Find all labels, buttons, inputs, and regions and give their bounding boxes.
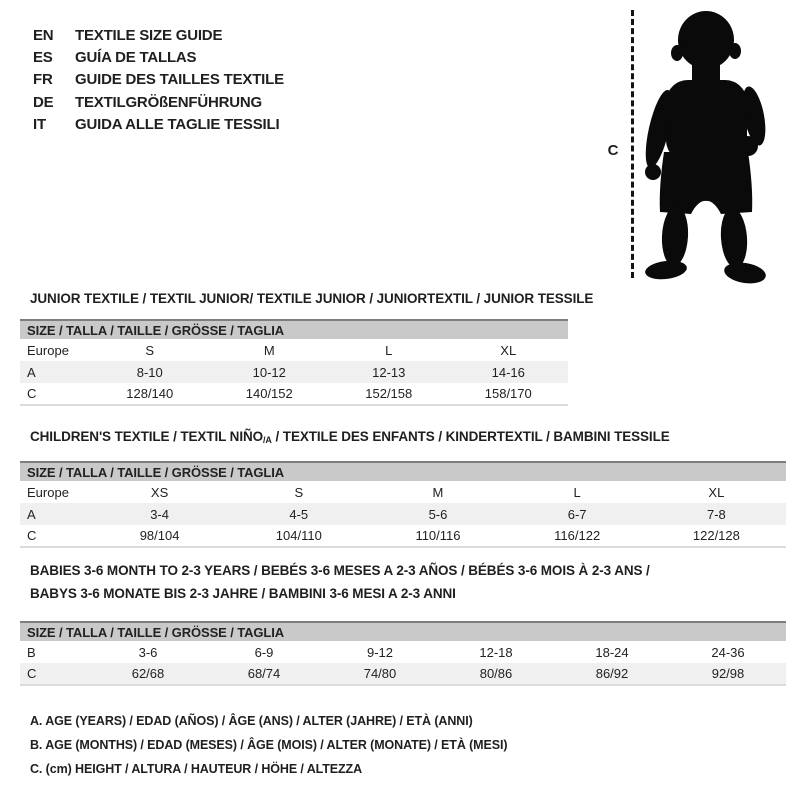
height-measure-dashed-line bbox=[631, 10, 634, 278]
size-value-cell: 128/140 bbox=[126, 386, 174, 401]
row-label-cell: C bbox=[20, 663, 90, 685]
size-value-cell: 6-7 bbox=[508, 503, 647, 525]
language-title-list bbox=[33, 24, 284, 136]
row-label-cell: Europe bbox=[27, 342, 69, 358]
table-row bbox=[20, 339, 568, 361]
size-value-cell: M bbox=[263, 342, 275, 358]
size-value-cell: 152/158 bbox=[365, 386, 413, 401]
size-value-cell: 68/74 bbox=[206, 663, 322, 685]
table-row bbox=[20, 383, 568, 405]
language-code: FR bbox=[33, 71, 53, 89]
size-value-cell: S bbox=[294, 484, 304, 500]
children-title-sub: /A bbox=[263, 435, 272, 445]
size-value-cell: 3-4 bbox=[90, 503, 229, 525]
junior-table-title: JUNIOR TEXTILE / TEXTIL JUNIOR/ TEXTILE JUNIOR / JUNIORTEXTIL / JUNIOR TESSILE bbox=[30, 291, 594, 306]
size-value-cell: XS bbox=[150, 484, 169, 500]
size-value-cell: XL bbox=[500, 342, 517, 358]
size-value-cell: 140/152 bbox=[245, 386, 293, 401]
size-value-cell: L bbox=[385, 342, 393, 358]
language-code: DE bbox=[33, 93, 54, 111]
table-row bbox=[20, 663, 786, 685]
row-label-cell: B bbox=[27, 644, 36, 660]
size-value-cell: 4-5 bbox=[229, 503, 368, 525]
size-value-cell: 116/122 bbox=[554, 528, 601, 543]
size-value-cell: XL bbox=[708, 484, 725, 500]
children-size-table bbox=[20, 461, 786, 548]
size-value-cell: 6-9 bbox=[254, 644, 274, 660]
size-value-cell: 12-18 bbox=[479, 644, 513, 660]
size-value-cell: 9-12 bbox=[366, 644, 394, 660]
row-label-cell: Europe bbox=[27, 484, 69, 500]
babies-title-line1: BABIES 3-6 MONTH TO 2-3 YEARS / BEBÉS 3-6 MESES A 2-3 AÑOS / BÉBÉS 3-6 MOIS À 2-3 ANS / bbox=[30, 563, 650, 578]
size-value-cell: 8-10 bbox=[90, 361, 210, 383]
guide-title: TEXTILE SIZE GUIDE bbox=[75, 26, 223, 44]
table-row bbox=[20, 641, 786, 663]
size-value-cell: 62/68 bbox=[90, 663, 206, 685]
table-row bbox=[20, 361, 568, 383]
language-row bbox=[33, 46, 284, 68]
footnotes bbox=[30, 709, 507, 781]
row-label-cell: C bbox=[27, 386, 37, 401]
size-value-cell: 3-6 bbox=[138, 644, 158, 660]
guide-title: GUÍA DE TALLAS bbox=[75, 49, 197, 67]
children-title-pre: CHILDREN'S TEXTILE / TEXTIL NIÑO bbox=[30, 429, 264, 444]
size-value-cell: 12-13 bbox=[329, 361, 449, 383]
guide-title: GUIDE DES TAILLES TEXTILE bbox=[75, 71, 284, 89]
size-value-cell: 7-8 bbox=[647, 503, 786, 525]
row-label-cell: A bbox=[20, 361, 90, 383]
babies-size-table bbox=[20, 621, 786, 686]
language-row bbox=[33, 114, 284, 136]
size-value-cell: 5-6 bbox=[368, 503, 507, 525]
table-row bbox=[20, 503, 786, 525]
guide-title: TEXTILGRÖßENFÜHRUNG bbox=[75, 93, 263, 111]
size-value-cell: M bbox=[432, 484, 444, 500]
footnote-b: B. AGE (MONTHS) / EDAD (MESES) / ÂGE (MOIS) / ALTER (MONATE) / ETÀ (MESI) bbox=[30, 738, 508, 752]
size-value-cell: 10-12 bbox=[210, 361, 330, 383]
size-value-cell: 18-24 bbox=[595, 644, 629, 660]
language-row bbox=[33, 24, 284, 46]
size-value-cell: 24-36 bbox=[711, 644, 745, 660]
children-table-title bbox=[30, 425, 670, 452]
language-row bbox=[33, 69, 284, 91]
babies-table-title bbox=[30, 559, 650, 605]
size-value-cell: S bbox=[145, 342, 155, 358]
size-value-cell: 158/170 bbox=[484, 386, 532, 401]
toddler-silhouette-image bbox=[642, 4, 770, 288]
size-value-cell: 80/86 bbox=[438, 663, 554, 685]
size-header-bar: SIZE / TALLA / TAILLE / GRÖSSE / TAGLIA bbox=[20, 320, 568, 339]
size-value-cell: 110/116 bbox=[415, 528, 461, 543]
footnote-c: C. (cm) HEIGHT / ALTURA / HAUTEUR / HÖHE / ALTEZZA bbox=[30, 762, 363, 776]
language-row bbox=[33, 91, 284, 113]
language-code: IT bbox=[33, 116, 46, 134]
size-value-cell: 122/128 bbox=[692, 528, 740, 543]
row-label-cell: A bbox=[20, 503, 90, 525]
footnote-a: A. AGE (YEARS) / EDAD (AÑOS) / ÂGE (ANS) / ALTER (JAHRE) / ETÀ (ANNI) bbox=[30, 714, 473, 728]
language-code: ES bbox=[33, 49, 53, 67]
size-header-bar: SIZE / TALLA / TAILLE / GRÖSSE / TAGLIA bbox=[20, 622, 786, 641]
guide-title: GUIDA ALLE TAGLIE TESSILI bbox=[75, 116, 280, 134]
table-row bbox=[20, 481, 786, 503]
size-value-cell: L bbox=[573, 484, 581, 500]
size-value-cell: 98/104 bbox=[139, 528, 180, 543]
size-value-cell: 74/80 bbox=[322, 663, 438, 685]
size-value-cell: 92/98 bbox=[670, 663, 786, 685]
junior-size-table bbox=[20, 319, 568, 406]
language-code: EN bbox=[33, 26, 54, 44]
row-label-cell: C bbox=[27, 528, 37, 543]
size-value-cell: 86/92 bbox=[554, 663, 670, 685]
height-measure-label: C bbox=[607, 142, 619, 159]
babies-title-line2: BABYS 3-6 MONATE BIS 2-3 JAHRE / BAMBINI 3-6 MESI A 2-3 ANNI bbox=[30, 586, 456, 601]
size-value-cell: 14-16 bbox=[449, 361, 569, 383]
children-title-post: / TEXTILE DES ENFANTS / KINDERTEXTIL / BAMBINI TESSILE bbox=[271, 429, 670, 444]
size-value-cell: 104/110 bbox=[275, 528, 322, 543]
table-row bbox=[20, 525, 786, 547]
size-header-bar: SIZE / TALLA / TAILLE / GRÖSSE / TAGLIA bbox=[20, 462, 786, 481]
